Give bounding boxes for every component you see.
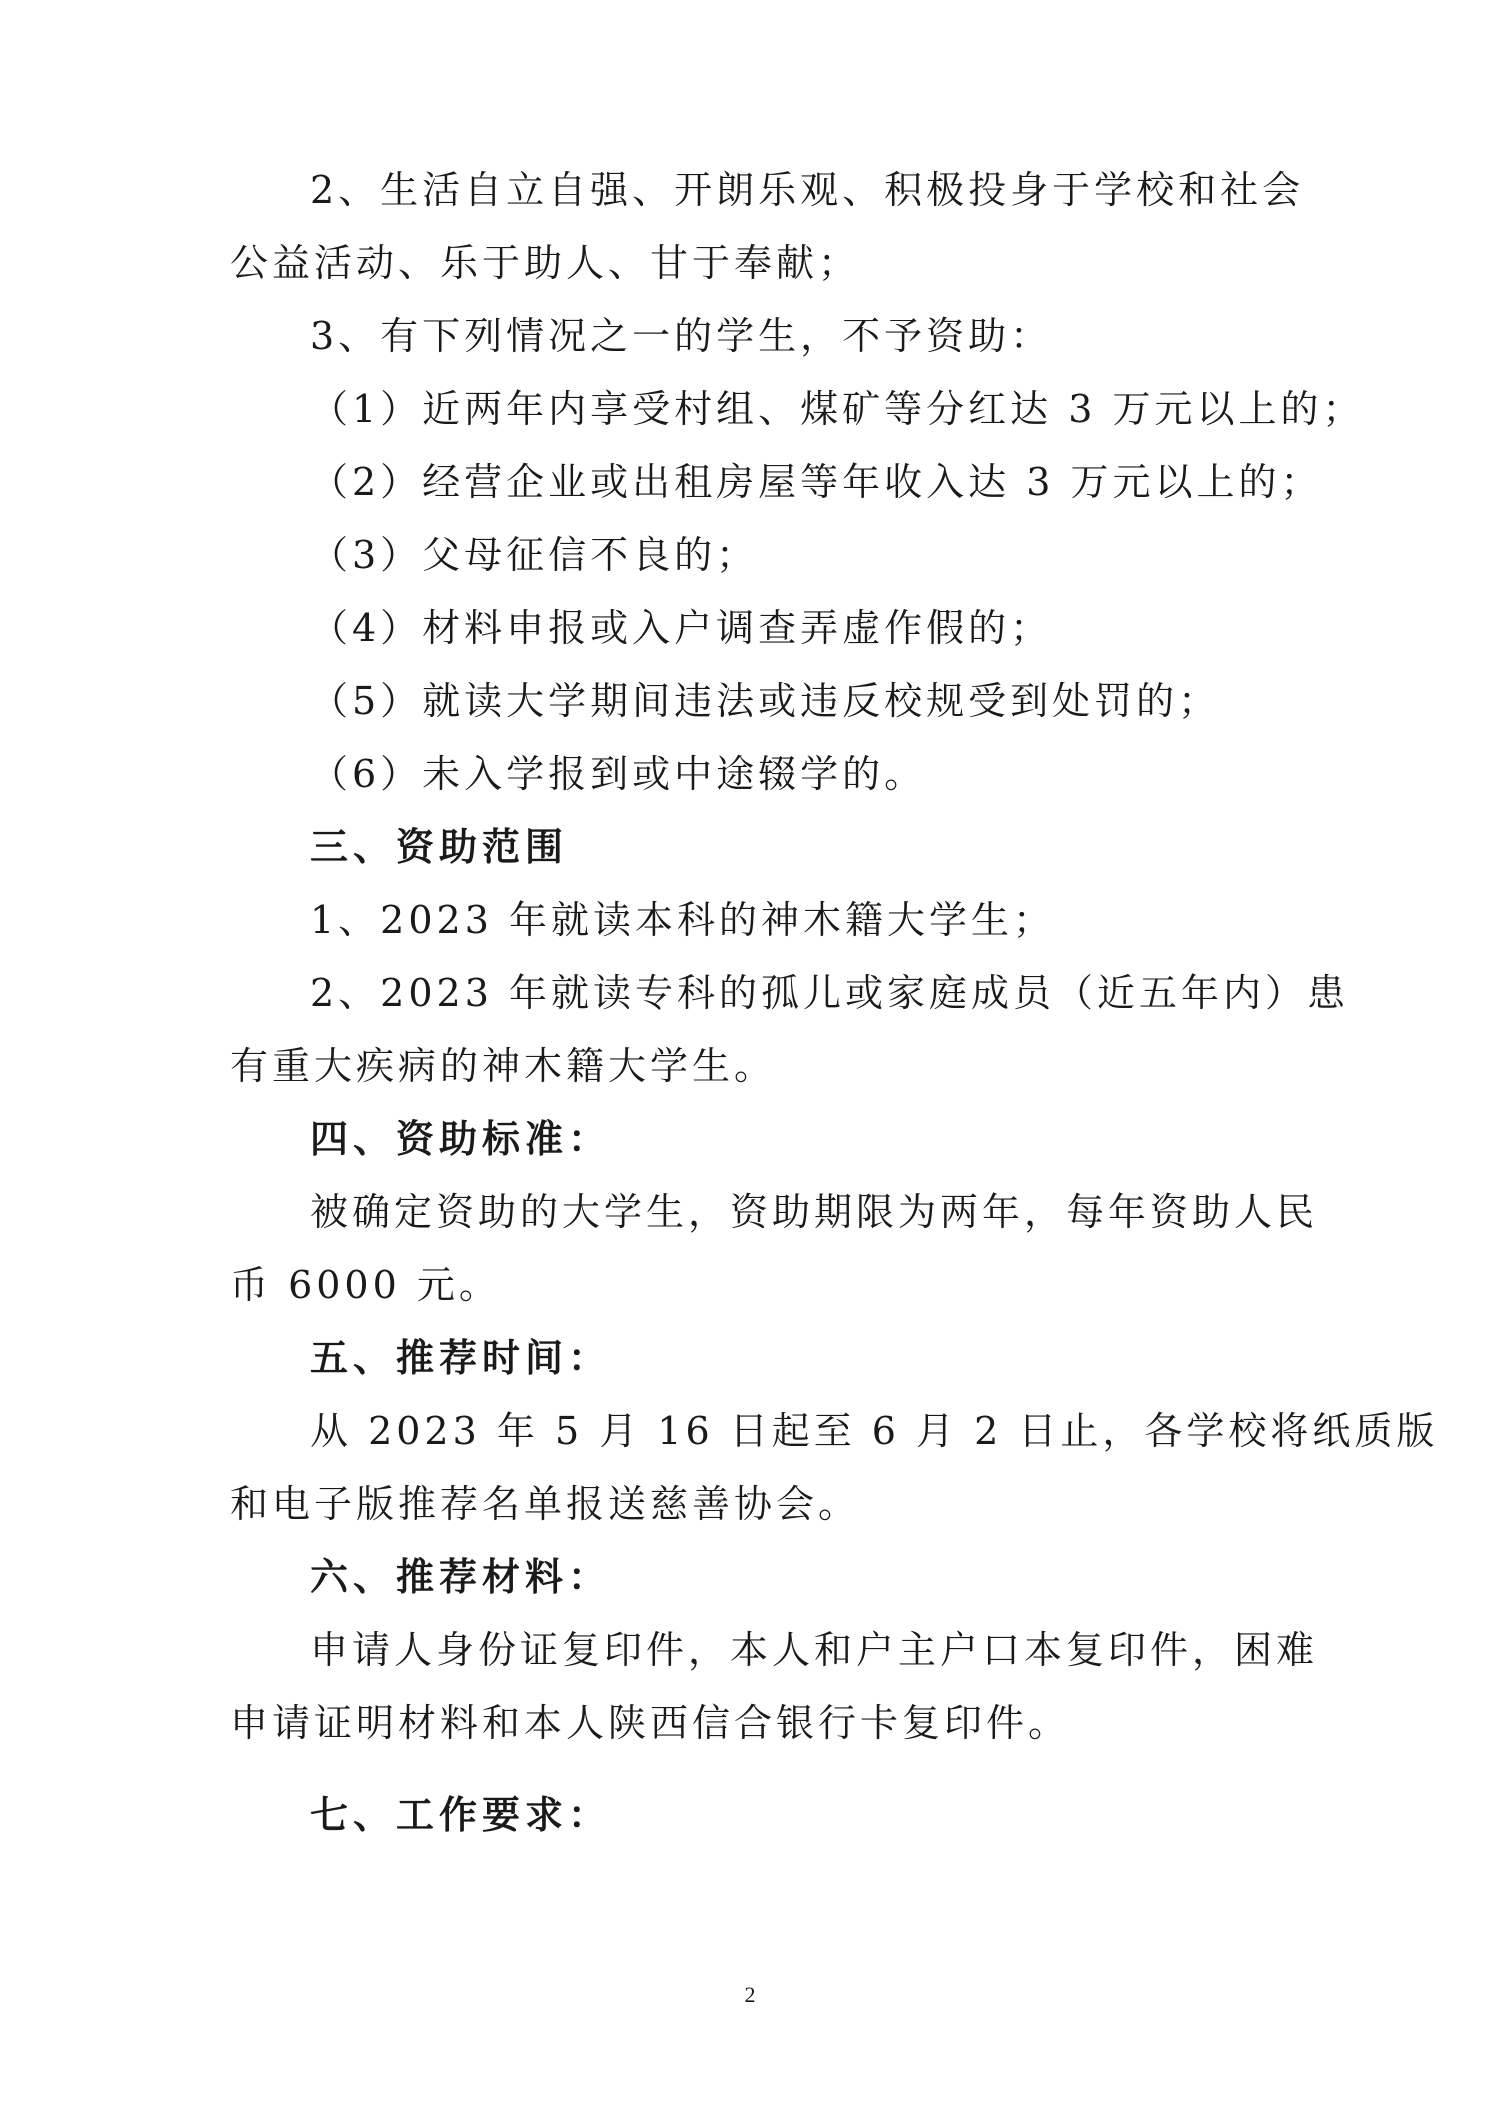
section-heading-scope: 三、资助范围 — [310, 825, 569, 869]
list-item-exclusion-5: （5）就读大学期间违法或违反校规受到处罚的； — [310, 679, 1221, 723]
paragraph-time-line-2: 和电子版推荐名单报送慈善协会。 — [230, 1482, 861, 1526]
page-number: 2 — [744, 1982, 756, 2007]
paragraph-scope-1: 1、2023 年就读本科的神木籍大学生； — [310, 898, 1055, 942]
paragraph-standard-line-2: 币 6000 元。 — [230, 1263, 501, 1307]
paragraph-materials-line-2: 申请证明材料和本人陕西信合银行卡复印件。 — [230, 1701, 1071, 1745]
section-heading-time: 五、推荐时间： — [310, 1336, 612, 1380]
list-item-exclusion-4: （4）材料申报或入户调查弄虚作假的； — [310, 606, 1053, 650]
paragraph-criterion-3: 3、有下列情况之一的学生，不予资助： — [310, 314, 1053, 358]
paragraph-scope-2-line-1: 2、2023 年就读专科的孤儿或家庭成员（近五年内）患 — [310, 971, 1349, 1015]
section-heading-standard: 四、资助标准： — [310, 1117, 612, 1161]
section-heading-materials: 六、推荐材料： — [310, 1555, 612, 1599]
paragraph-criterion-2-line-2: 公益活动、乐于助人、甘于奉献； — [230, 241, 861, 285]
list-item-exclusion-1: （1）近两年内享受村组、煤矿等分红达 3 万元以上的； — [310, 387, 1365, 431]
section-heading-requirements: 七、工作要求： — [310, 1793, 612, 1837]
list-item-exclusion-6: （6）未入学报到或中途辍学的。 — [310, 752, 927, 796]
paragraph-criterion-2-line-1: 2、生活自立自强、开朗乐观、积极投身于学校和社会 — [310, 168, 1305, 212]
list-item-exclusion-2: （2）经营企业或出租房屋等年收入达 3 万元以上的； — [310, 460, 1323, 504]
paragraph-materials-line-1: 申请人身份证复印件，本人和户主户口本复印件，困难 — [310, 1628, 1319, 1672]
list-item-exclusion-3: （3）父母征信不良的； — [310, 533, 759, 577]
paragraph-standard-line-1: 被确定资助的大学生，资助期限为两年，每年资助人民 — [310, 1190, 1319, 1234]
paragraph-scope-2-line-2: 有重大疾病的神木籍大学生。 — [230, 1044, 777, 1088]
paragraph-time-line-1: 从 2023 年 5 月 16 日起至 6 月 2 日止，各学校将纸质版 — [310, 1409, 1439, 1453]
